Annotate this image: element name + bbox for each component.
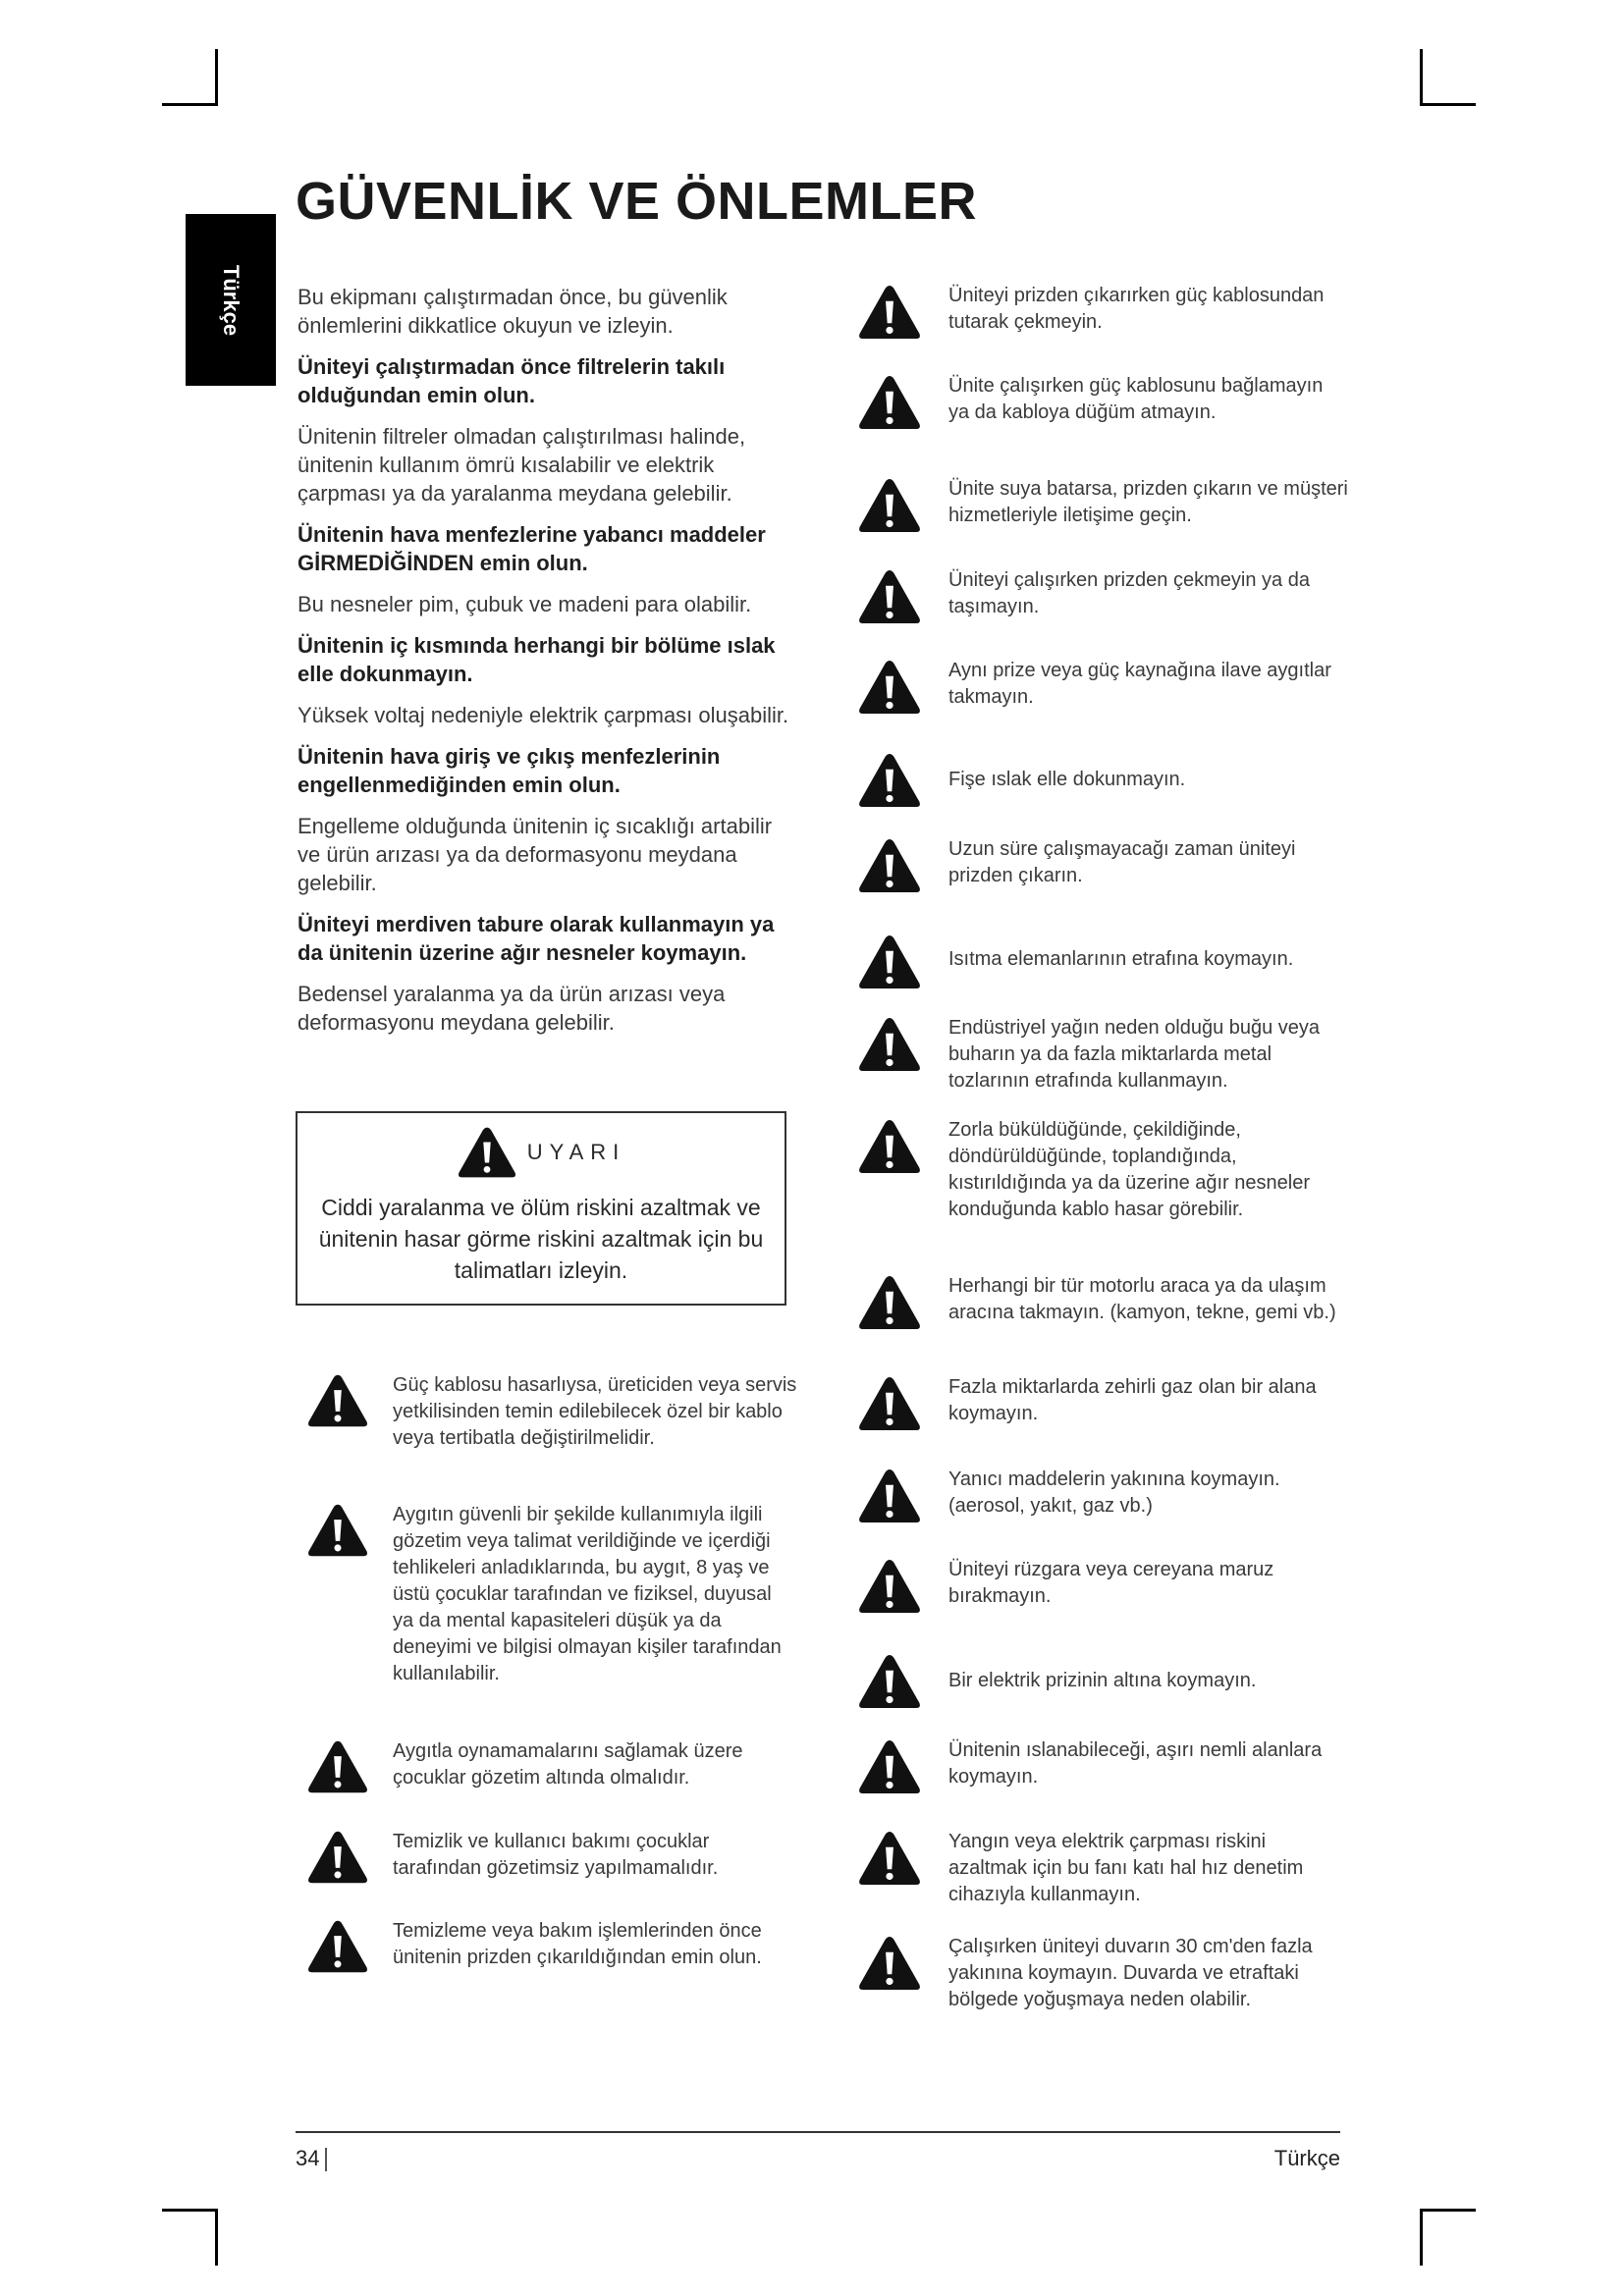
- intro-paragraph: Yüksek voltaj nedeniyle elektrik çarpması oluşabilir.: [298, 703, 789, 727]
- safety-item-text: Yangın veya elektrik çarpması riskini azaltmak için bu fanı katı hal hız denetim cihazıyla kullanmayın.: [948, 1831, 1304, 1905]
- crop-mark: [215, 49, 218, 106]
- safety-item: [306, 1829, 797, 1886]
- safety-item-text: Ünite çalışırken güç kablosunu bağlamayın ya da kabloya düğüm atmayın.: [948, 375, 1324, 423]
- safety-item-text: Endüstriyel yağın neden olduğu buğu veya buharın ya da fazla miktarlarda metal tozlarının etrafında kullanmayın.: [948, 1017, 1321, 1092]
- intro-paragraph: Ünitenin filtreler olmadan çalıştırılması halinde, ünitenin kullanım ömrü kısalabilir ve elektrik çarpması ya da yaralanma meydana gelebilir.: [298, 424, 746, 506]
- warning-triangle-icon: [857, 1273, 922, 1332]
- safety-item: [306, 1918, 797, 1975]
- warning-triangle-icon: [857, 1737, 922, 1796]
- safety-item: [857, 1467, 1348, 1525]
- safety-item-text: Aynı prize veya güç kaynağına ilave aygıtlar takmayın.: [948, 660, 1331, 708]
- safety-item-text: Uzun süre çalışmayacağı zaman üniteyi prizden çıkarın.: [948, 838, 1296, 886]
- safety-item: [857, 476, 1348, 535]
- crop-mark: [1420, 103, 1476, 106]
- safety-item-text: Üniteyi prizden çıkarırken güç kablosundan tutarak çekmeyin.: [948, 285, 1325, 333]
- safety-item-text: Yanıcı maddelerin yakınına koymayın. (aerosol, yakıt, gaz vb.): [948, 1468, 1280, 1517]
- intro-heading: Ünitenin hava menfezlerine yabancı maddeler GİRMEDİĞİNDEN emin olun.: [298, 522, 766, 575]
- warning-triangle-icon: [857, 283, 922, 342]
- safety-item: [857, 567, 1348, 626]
- warning-triangle-icon: [857, 933, 922, 991]
- safety-item: [857, 1273, 1348, 1332]
- page-title: GÜVENLİK VE ÖNLEMLER: [296, 172, 978, 231]
- safety-item-text: Çalışırken üniteyi duvarın 30 cm'den fazla yakınına koymayın. Duvarda ve etraftaki bölgede yoğuşmaya neden olabilir.: [948, 1936, 1313, 2010]
- safety-item: [306, 1372, 797, 1452]
- warning-triangle-icon: [857, 1015, 922, 1074]
- safety-item: [857, 1652, 1348, 1711]
- safety-item: [857, 1557, 1348, 1616]
- safety-item: [857, 1015, 1348, 1095]
- safety-item-text: Üniteyi rüzgara veya cereyana maruz bırakmayın.: [948, 1559, 1274, 1607]
- intro-paragraph: Bedensel yaralanma ya da ürün arızası veya deformasyonu meydana gelebilir.: [298, 982, 726, 1035]
- safety-item-text: Güç kablosu hasarlıysa, üreticiden veya servis yetkilisinden temin edilebilecek özel bir kablo veya tertibatla değiştirilmelidir.: [393, 1374, 797, 1449]
- safety-item-text: Aygıtın güvenli bir şekilde kullanımıyla ilgili gözetim veya talimat verildiğinde ve içerdiği tehlikeleri anladıklarında, bu aygıt, 8 yaş ve üstü çocuklar tarafından ve fiziksel, duyusal ya da mental kapasiteleri düşük ya da deneyimi ve bilgisi olmayan kişiler tarafından kullanılabilir.: [393, 1504, 782, 1684]
- safety-item: [857, 1374, 1348, 1433]
- warning-triangle-icon: [857, 1934, 922, 1993]
- safety-item: [306, 1502, 797, 1687]
- warning-triangle-icon: [306, 1738, 369, 1795]
- footer-language: Türkçe: [1273, 2146, 1340, 2170]
- safety-item: [857, 751, 1348, 810]
- safety-item-text: Herhangi bir tür motorlu araca ya da ulaşım aracına takmayın. (kamyon, tekne, gemi vb.): [948, 1275, 1336, 1323]
- safety-item-text: Aygıtla oynamamalarını sağlamak üzere çocuklar gözetim altında olmalıdır.: [393, 1740, 743, 1789]
- safety-item-text: Üniteyi çalışırken prizden çekmeyin ya da taşımayın.: [948, 569, 1310, 617]
- crop-mark: [1420, 49, 1423, 106]
- safety-item: [857, 658, 1348, 717]
- safety-item: [857, 1737, 1348, 1796]
- intro-paragraph: Engelleme olduğunda ünitenin iç sıcaklığı artabilir ve ürün arızası ya da deformasyonu meydana gelebilir.: [298, 814, 773, 895]
- crop-mark: [1420, 2209, 1476, 2212]
- intro-paragraph: Bu nesneler pim, çubuk ve madeni para olabilir.: [298, 592, 752, 616]
- intro-heading: Üniteyi çalıştırmadan önce filtrelerin takılı olduğundan emin olun.: [298, 354, 726, 407]
- safety-item-text: Fazla miktarlarda zehirli gaz olan bir alana koymayın.: [948, 1376, 1317, 1424]
- intro-heading: Üniteyi merdiven tabure olarak kullanmayın ya da ünitenin üzerine ağır nesneler koymayın.: [298, 912, 775, 965]
- crop-mark: [162, 103, 218, 106]
- warning-label: UYARI: [526, 1140, 626, 1164]
- safety-item-text: Temizlik ve kullanıcı bakımı çocuklar tarafından gözetimsiz yapılmamalıdır.: [393, 1831, 719, 1879]
- warning-box: [296, 1111, 786, 1306]
- safety-item-text: Fişe ıslak elle dokunmayın.: [948, 769, 1186, 790]
- warning-triangle-icon: [857, 1467, 922, 1525]
- warning-triangle-icon: [857, 567, 922, 626]
- warning-triangle-icon: [306, 1918, 369, 1975]
- side-tab-label: Türkçe: [219, 264, 244, 336]
- safety-item: [306, 1738, 797, 1795]
- warning-triangle-icon: [857, 751, 922, 810]
- safety-item-text: Bir elektrik prizinin altına koymayın.: [948, 1670, 1257, 1691]
- crop-mark: [1420, 2209, 1423, 2266]
- safety-item: [857, 373, 1348, 432]
- crop-mark: [215, 2209, 218, 2266]
- safety-item: [857, 1934, 1348, 2013]
- safety-item-text: Ünitenin ıslanabileceği, aşırı nemli alanlara koymayın.: [948, 1739, 1323, 1788]
- safety-item-text: Zorla büküldüğünde, çekildiğinde, döndürüldüğünde, toplandığında, kıstırıldığında ya da üzerine ağır nesneler konduğunda kablo hasar görebilir.: [948, 1119, 1310, 1220]
- warning-triangle-icon: [306, 1372, 369, 1429]
- footer-divider: [296, 2131, 1340, 2133]
- warning-triangle-icon: [457, 1125, 517, 1180]
- intro-section: [298, 283, 798, 1049]
- warning-triangle-icon: [306, 1829, 369, 1886]
- safety-item: [857, 1117, 1348, 1223]
- intro-heading: Ünitenin iç kısmında herhangi bir bölüme ıslak elle dokunmayın.: [298, 633, 776, 686]
- warning-triangle-icon: [857, 658, 922, 717]
- warning-triangle-icon: [857, 1652, 922, 1711]
- crop-mark: [162, 2209, 218, 2212]
- warning-header: [298, 1125, 785, 1180]
- warning-triangle-icon: [857, 1374, 922, 1433]
- page-number-separator: [325, 2148, 327, 2171]
- warning-triangle-icon: [857, 836, 922, 895]
- safety-item-text: Isıtma elemanlarının etrafına koymayın.: [948, 948, 1294, 970]
- language-side-tab: [186, 214, 276, 386]
- safety-item: [857, 933, 1348, 991]
- safety-item: [857, 1829, 1348, 1908]
- warning-triangle-icon: [306, 1502, 369, 1559]
- safety-item: [857, 836, 1348, 895]
- warning-triangle-icon: [857, 1829, 922, 1888]
- safety-item-text: Ünite suya batarsa, prizden çıkarın ve müşteri hizmetleriyle iletişime geçin.: [948, 478, 1348, 526]
- safety-item-text: Temizleme veya bakım işlemlerinden önce ünitenin prizden çıkarıldığından emin olun.: [393, 1920, 762, 1968]
- warning-triangle-icon: [857, 1557, 922, 1616]
- intro-paragraph: Bu ekipmanı çalıştırmadan önce, bu güvenlik önlemlerini dikkatlice okuyun ve izleyin.: [298, 285, 728, 338]
- warning-text: Ciddi yaralanma ve ölüm riskini azaltmak ve ünitenin hasar görme riskini azaltmak için bu talimatları izleyin.: [318, 1195, 764, 1283]
- page-number: 34: [296, 2146, 320, 2170]
- intro-heading: Ünitenin hava giriş ve çıkış menfezlerinin engellenmediğinden emin olun.: [298, 744, 721, 797]
- warning-triangle-icon: [857, 1117, 922, 1176]
- warning-triangle-icon: [857, 476, 922, 535]
- safety-item: [857, 283, 1348, 342]
- warning-triangle-icon: [857, 373, 922, 432]
- footer-page: [296, 2146, 327, 2171]
